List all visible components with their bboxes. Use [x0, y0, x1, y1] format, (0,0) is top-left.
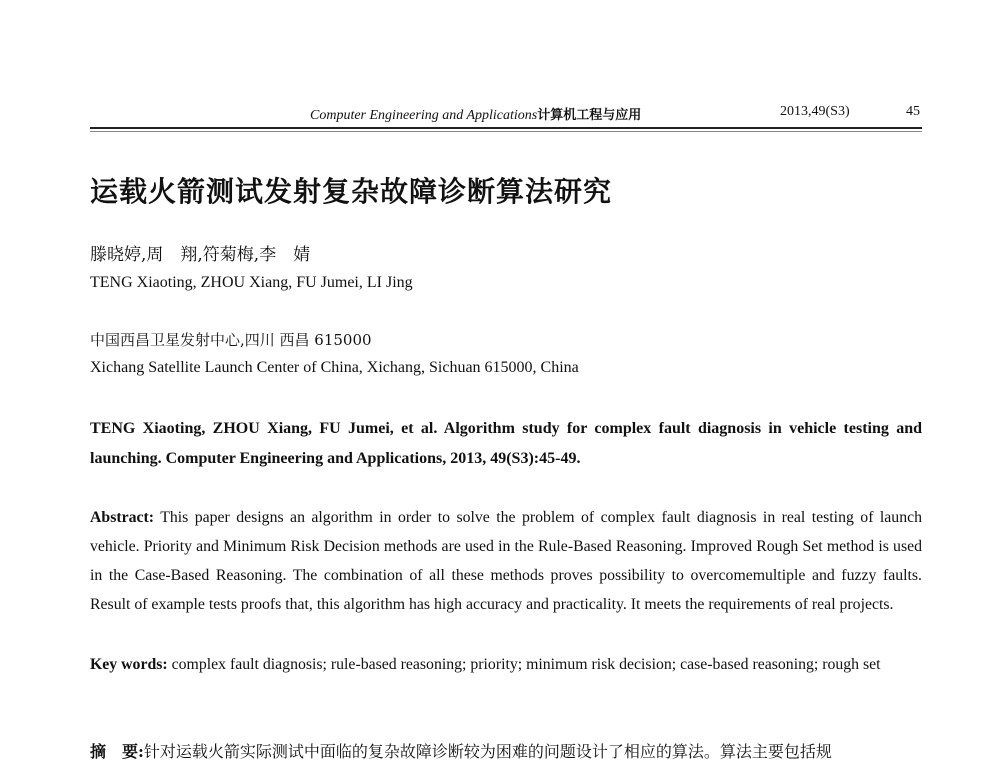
volume-issue: 2013,49(S3) — [780, 104, 850, 119]
paper-title: 运载火箭测试发射复杂故障诊断算法研究 — [90, 175, 613, 208]
abstract-text: This paper designs an algorithm in order to solve the problem of complex fault diagnosis in real testing of launch vehicle. Priority and Minimum Risk Decision methods are used in the Rule-Based Reasoning. Improved Rough Set method is used in the Case-Based Reasoning. The combination of all these methods proves possibility to overcomemultiple and fuzzy faults. Result of example tests proofs that, this algorithm has high accuracy and practicality. It meets the requirements of real projects. — [90, 509, 923, 613]
affiliation-cn: 中国西昌卫星发射中心,四川 西昌 615000 — [90, 331, 372, 349]
page-number: 45 — [906, 104, 920, 119]
cn-abstract-partial — [90, 738, 922, 761]
authors-en: TENG Xiaoting, ZHOU Xiang, FU Jumei, LI Jing — [90, 274, 413, 291]
keywords — [90, 650, 922, 679]
running-header — [90, 104, 922, 126]
journal-name-cn: 计算机工程与应用 — [537, 108, 642, 123]
header-rule — [90, 127, 922, 129]
keywords-label: Key words: — [90, 656, 168, 673]
cn-abstract-text: 针对运载火箭实际测试中面临的复杂故障诊断较为困难的问题设计了相应的算法。算法主要包括规 — [143, 742, 832, 761]
citation: TENG Xiaoting, ZHOU Xiang, FU Jumei, et al. Algorithm study for complex fault diagnosis in vehicle testing and launching. Computer Engineering and Applications, 2013, 49(S3):45-49. — [90, 420, 922, 467]
journal-name-en: Computer Engineering and Applications — [310, 108, 538, 123]
abstract-label: Abstract: — [90, 509, 155, 526]
header-rule-thin — [90, 131, 922, 132]
cn-abstract-label: 摘 要: — [90, 742, 144, 761]
abstract — [90, 503, 922, 619]
authors-cn: 滕晓婷,周 翔,符菊梅,李 婧 — [90, 245, 311, 265]
keywords-text: complex fault diagnosis; rule-based reasoning; priority; minimum risk decision; case-based reasoning; rough set — [171, 656, 881, 673]
affiliation-en: Xichang Satellite Launch Center of China, Xichang, Sichuan 615000, China — [90, 359, 579, 376]
journal-name — [310, 104, 641, 124]
